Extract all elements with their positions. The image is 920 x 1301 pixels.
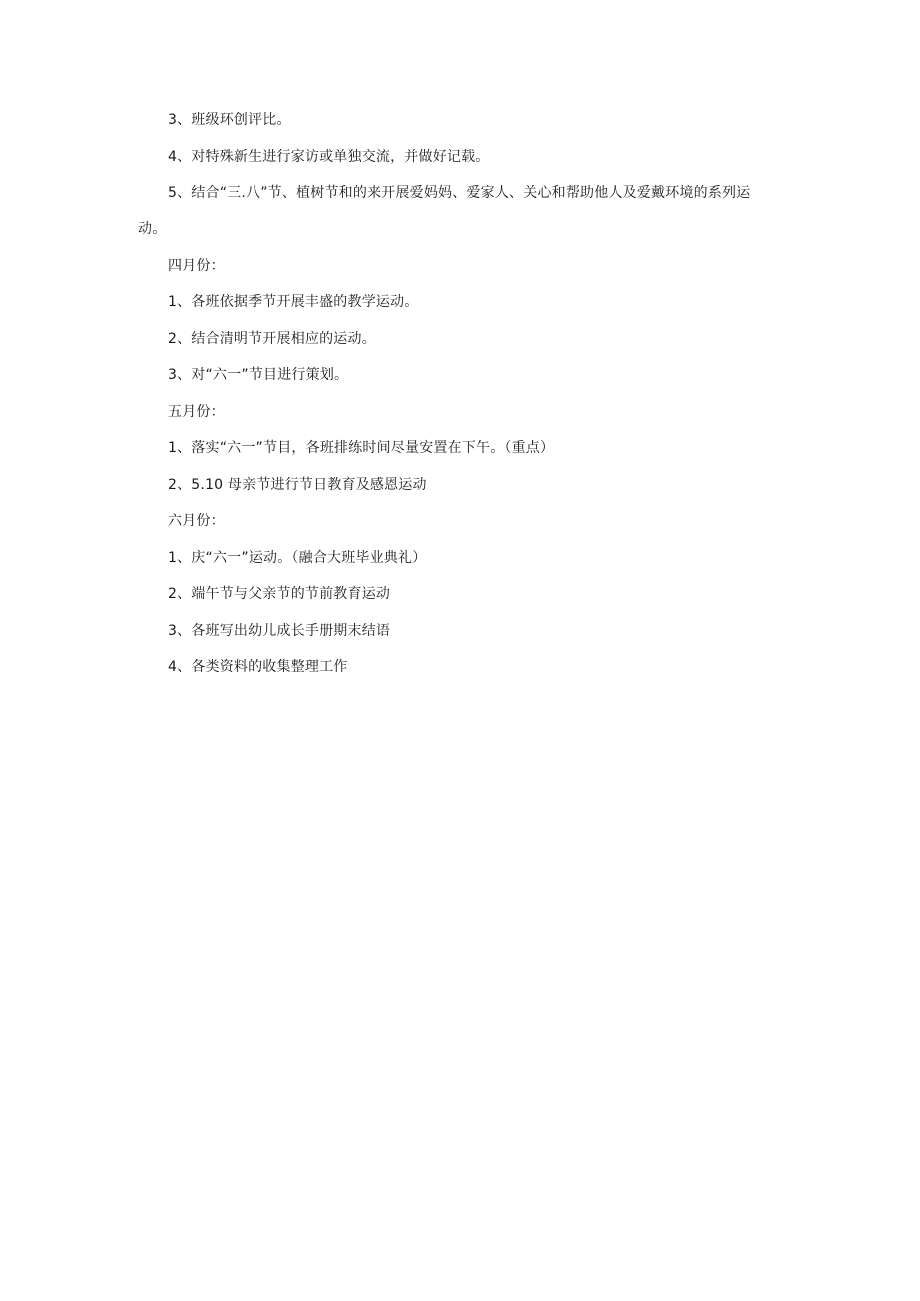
list-item: 4、对特殊新生进行家访或单独交流，并做好记载。	[168, 148, 490, 165]
list-item: 2、5.10 母亲节进行节日教育及感恩运动	[168, 476, 427, 493]
month-heading-may: 五月份：	[168, 403, 225, 420]
list-item: 1、落实“六一”节目，各班排练时间尽量安置在下午。（重点）	[168, 440, 555, 456]
list-item: 3、各班写出幼儿成长手册期末结语	[168, 622, 391, 639]
wrapped-paragraph-text: 5、结合“三.八”节、植树节和的来开展爱妈妈、爱家人、关心和帮助他人及爱戴环境的系列运动。	[138, 184, 751, 237]
list-item: 2、结合清明节开展相应的运动。	[168, 330, 376, 347]
list-item: 3、班级环创评比。	[168, 112, 291, 128]
list-item: 1、庆“六一”运动。（融合大班毕业典礼）	[168, 549, 427, 566]
list-item: 4、各类资料的收集整理工作	[168, 659, 348, 675]
month-heading-april: 四月份：	[168, 257, 225, 274]
document-body	[138, 110, 778, 694]
list-item: 2、端午节与父亲节的节前教育运动	[168, 586, 391, 602]
list-item	[138, 175, 778, 248]
list-item: 3、对“六一”节目进行策划。	[168, 367, 349, 383]
month-heading-june: 六月份：	[168, 513, 225, 529]
list-item: 1、各班依据季节开展丰盛的教学运动。	[168, 294, 419, 310]
